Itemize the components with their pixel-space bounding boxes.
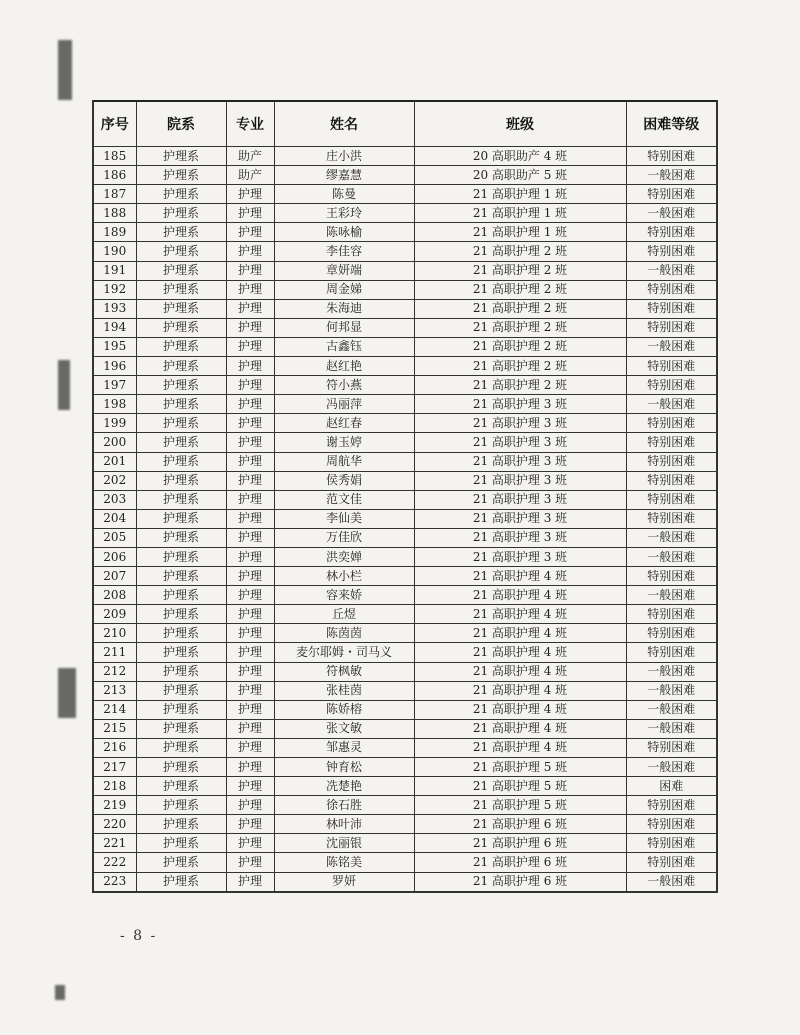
cell-major: 护理 [226, 738, 274, 757]
cell-index: 193 [93, 299, 136, 318]
cell-class: 20 高职助产 4 班 [414, 147, 626, 166]
cell-index: 216 [93, 738, 136, 757]
table-row [93, 147, 717, 166]
cell-name: 范文佳 [274, 490, 414, 509]
cell-name: 邹惠灵 [274, 738, 414, 757]
cell-class: 21 高职护理 2 班 [414, 299, 626, 318]
cell-index: 215 [93, 719, 136, 738]
cell-difficulty-level: 特别困难 [626, 376, 717, 395]
table-row [93, 204, 717, 223]
table-row [93, 624, 717, 643]
table-row [93, 318, 717, 337]
cell-major: 护理 [226, 605, 274, 624]
cell-name: 罗妍 [274, 872, 414, 892]
table-row [93, 719, 717, 738]
cell-index: 190 [93, 242, 136, 261]
cell-major: 护理 [226, 376, 274, 395]
cell-major: 护理 [226, 586, 274, 605]
cell-difficulty-level: 特别困难 [626, 796, 717, 815]
cell-class: 21 高职护理 4 班 [414, 567, 626, 586]
cell-name: 沈丽银 [274, 834, 414, 853]
cell-index: 199 [93, 414, 136, 433]
table-row [93, 509, 717, 528]
table-body [93, 147, 717, 892]
cell-class: 20 高职助产 5 班 [414, 166, 626, 185]
cell-department: 护理系 [136, 204, 226, 223]
cell-difficulty-level: 一般困难 [626, 758, 717, 777]
cell-name: 陈咏榆 [274, 223, 414, 242]
cell-department: 护理系 [136, 261, 226, 280]
cell-class: 21 高职护理 6 班 [414, 853, 626, 872]
cell-index: 191 [93, 261, 136, 280]
cell-class: 21 高职护理 6 班 [414, 872, 626, 892]
table-row [93, 433, 717, 452]
cell-major: 护理 [226, 337, 274, 356]
cell-major: 护理 [226, 452, 274, 471]
table-row [93, 796, 717, 815]
cell-major: 护理 [226, 624, 274, 643]
cell-major: 护理 [226, 643, 274, 662]
cell-difficulty-level: 特别困难 [626, 185, 717, 204]
cell-class: 21 高职护理 4 班 [414, 719, 626, 738]
cell-name: 赵红春 [274, 414, 414, 433]
cell-difficulty-level: 一般困难 [626, 719, 717, 738]
cell-difficulty-level: 一般困难 [626, 872, 717, 892]
scan-mark-mid-left [58, 360, 70, 410]
cell-name: 陈铭美 [274, 853, 414, 872]
cell-index: 217 [93, 758, 136, 777]
cell-class: 21 高职护理 2 班 [414, 261, 626, 280]
cell-difficulty-level: 特别困难 [626, 223, 717, 242]
cell-index: 188 [93, 204, 136, 223]
cell-major: 护理 [226, 414, 274, 433]
cell-name: 万佳欣 [274, 528, 414, 547]
cell-index: 218 [93, 777, 136, 796]
cell-department: 护理系 [136, 185, 226, 204]
table-row [93, 299, 717, 318]
cell-difficulty-level: 特别困难 [626, 299, 717, 318]
table-row [93, 567, 717, 586]
cell-class: 21 高职护理 4 班 [414, 643, 626, 662]
cell-name: 周航华 [274, 452, 414, 471]
cell-name: 林叶沛 [274, 815, 414, 834]
cell-difficulty-level: 特别困难 [626, 738, 717, 757]
header-major: 专业 [226, 101, 274, 147]
cell-class: 21 高职护理 3 班 [414, 490, 626, 509]
cell-name: 李仙美 [274, 509, 414, 528]
cell-major: 护理 [226, 509, 274, 528]
cell-class: 21 高职护理 3 班 [414, 433, 626, 452]
cell-major: 护理 [226, 796, 274, 815]
cell-index: 187 [93, 185, 136, 204]
cell-difficulty-level: 一般困难 [626, 204, 717, 223]
table-row [93, 586, 717, 605]
cell-department: 护理系 [136, 147, 226, 166]
scan-mark-bottom-left [55, 985, 65, 1000]
table-row [93, 471, 717, 490]
cell-name: 王彩玲 [274, 204, 414, 223]
cell-department: 护理系 [136, 662, 226, 681]
table-row [93, 853, 717, 872]
cell-index: 192 [93, 280, 136, 299]
header-class: 班级 [414, 101, 626, 147]
cell-department: 护理系 [136, 376, 226, 395]
scan-mark-top-left [58, 40, 72, 100]
cell-class: 21 高职护理 1 班 [414, 185, 626, 204]
table-row [93, 357, 717, 376]
cell-department: 护理系 [136, 834, 226, 853]
cell-difficulty-level: 特别困难 [626, 643, 717, 662]
cell-index: 220 [93, 815, 136, 834]
cell-name: 李佳容 [274, 242, 414, 261]
cell-index: 204 [93, 509, 136, 528]
cell-class: 21 高职护理 3 班 [414, 547, 626, 566]
table-row [93, 738, 717, 757]
cell-name: 谢玉婷 [274, 433, 414, 452]
cell-major: 护理 [226, 318, 274, 337]
table-row [93, 528, 717, 547]
cell-class: 21 高职护理 4 班 [414, 738, 626, 757]
cell-difficulty-level: 特别困难 [626, 509, 717, 528]
cell-class: 21 高职护理 3 班 [414, 452, 626, 471]
cell-difficulty-level: 一般困难 [626, 586, 717, 605]
cell-class: 21 高职护理 2 班 [414, 337, 626, 356]
cell-major: 助产 [226, 147, 274, 166]
cell-index: 195 [93, 337, 136, 356]
cell-class: 21 高职护理 6 班 [414, 834, 626, 853]
cell-department: 护理系 [136, 337, 226, 356]
table-row [93, 185, 717, 204]
scan-mark-lower-left [58, 668, 76, 718]
table-row [93, 872, 717, 892]
cell-index: 208 [93, 586, 136, 605]
page-number: - 8 - [120, 928, 158, 944]
cell-department: 护理系 [136, 318, 226, 337]
cell-class: 21 高职护理 2 班 [414, 242, 626, 261]
cell-department: 护理系 [136, 872, 226, 892]
cell-major: 护理 [226, 471, 274, 490]
table-row [93, 777, 717, 796]
cell-index: 210 [93, 624, 136, 643]
cell-index: 186 [93, 166, 136, 185]
cell-class: 21 高职护理 4 班 [414, 624, 626, 643]
cell-index: 196 [93, 357, 136, 376]
cell-difficulty-level: 一般困难 [626, 547, 717, 566]
table-row [93, 758, 717, 777]
cell-index: 212 [93, 662, 136, 681]
cell-department: 护理系 [136, 280, 226, 299]
cell-class: 21 高职护理 4 班 [414, 681, 626, 700]
cell-department: 护理系 [136, 414, 226, 433]
cell-department: 护理系 [136, 242, 226, 261]
cell-major: 护理 [226, 357, 274, 376]
cell-major: 护理 [226, 280, 274, 299]
cell-department: 护理系 [136, 547, 226, 566]
cell-difficulty-level: 一般困难 [626, 681, 717, 700]
cell-class: 21 高职护理 5 班 [414, 777, 626, 796]
cell-name: 章妍端 [274, 261, 414, 280]
cell-major: 护理 [226, 834, 274, 853]
cell-difficulty-level: 特别困难 [626, 242, 717, 261]
cell-difficulty-level: 特别困难 [626, 567, 717, 586]
table-row [93, 700, 717, 719]
cell-department: 护理系 [136, 738, 226, 757]
cell-class: 21 高职护理 3 班 [414, 395, 626, 414]
cell-major: 护理 [226, 204, 274, 223]
table-row [93, 662, 717, 681]
header-name: 姓名 [274, 101, 414, 147]
cell-name: 冼楚艳 [274, 777, 414, 796]
cell-index: 209 [93, 605, 136, 624]
cell-class: 21 高职护理 3 班 [414, 471, 626, 490]
table-row [93, 834, 717, 853]
cell-index: 214 [93, 700, 136, 719]
cell-department: 护理系 [136, 777, 226, 796]
cell-department: 护理系 [136, 758, 226, 777]
cell-major: 护理 [226, 700, 274, 719]
table-row [93, 337, 717, 356]
table-row [93, 395, 717, 414]
cell-difficulty-level: 特别困难 [626, 280, 717, 299]
cell-index: 211 [93, 643, 136, 662]
cell-major: 护理 [226, 681, 274, 700]
cell-index: 197 [93, 376, 136, 395]
cell-major: 护理 [226, 261, 274, 280]
cell-major: 助产 [226, 166, 274, 185]
cell-name: 何邦显 [274, 318, 414, 337]
cell-index: 222 [93, 853, 136, 872]
cell-name: 符枫敏 [274, 662, 414, 681]
cell-name: 麦尔耶姆・司马义 [274, 643, 414, 662]
table-row [93, 547, 717, 566]
table-row [93, 376, 717, 395]
cell-department: 护理系 [136, 700, 226, 719]
cell-difficulty-level: 困难 [626, 777, 717, 796]
table-row [93, 261, 717, 280]
cell-department: 护理系 [136, 223, 226, 242]
cell-department: 护理系 [136, 643, 226, 662]
cell-department: 护理系 [136, 452, 226, 471]
cell-department: 护理系 [136, 433, 226, 452]
cell-name: 钟育松 [274, 758, 414, 777]
cell-index: 203 [93, 490, 136, 509]
cell-class: 21 高职护理 2 班 [414, 376, 626, 395]
cell-department: 护理系 [136, 815, 226, 834]
cell-name: 陈茵茵 [274, 624, 414, 643]
cell-class: 21 高职护理 4 班 [414, 662, 626, 681]
cell-index: 189 [93, 223, 136, 242]
cell-name: 冯丽萍 [274, 395, 414, 414]
cell-class: 21 高职护理 2 班 [414, 318, 626, 337]
cell-class: 21 高职护理 4 班 [414, 586, 626, 605]
cell-index: 194 [93, 318, 136, 337]
cell-name: 古鑫钰 [274, 337, 414, 356]
cell-name: 符小燕 [274, 376, 414, 395]
cell-index: 200 [93, 433, 136, 452]
cell-class: 21 高职护理 3 班 [414, 414, 626, 433]
cell-department: 护理系 [136, 490, 226, 509]
cell-class: 21 高职护理 4 班 [414, 605, 626, 624]
table-header-row [93, 101, 717, 147]
cell-major: 护理 [226, 777, 274, 796]
cell-difficulty-level: 特别困难 [626, 318, 717, 337]
cell-index: 207 [93, 567, 136, 586]
cell-major: 护理 [226, 662, 274, 681]
cell-major: 护理 [226, 528, 274, 547]
cell-department: 护理系 [136, 853, 226, 872]
cell-index: 201 [93, 452, 136, 471]
cell-class: 21 高职护理 3 班 [414, 509, 626, 528]
cell-department: 护理系 [136, 719, 226, 738]
cell-department: 护理系 [136, 299, 226, 318]
cell-department: 护理系 [136, 528, 226, 547]
cell-department: 护理系 [136, 395, 226, 414]
header-department: 院系 [136, 101, 226, 147]
cell-department: 护理系 [136, 471, 226, 490]
cell-major: 护理 [226, 223, 274, 242]
table-row [93, 452, 717, 471]
cell-index: 206 [93, 547, 136, 566]
cell-difficulty-level: 特别困难 [626, 471, 717, 490]
cell-index: 205 [93, 528, 136, 547]
table-row [93, 223, 717, 242]
cell-index: 223 [93, 872, 136, 892]
cell-name: 林小栏 [274, 567, 414, 586]
cell-difficulty-level: 特别困难 [626, 414, 717, 433]
cell-class: 21 高职护理 4 班 [414, 700, 626, 719]
cell-major: 护理 [226, 853, 274, 872]
table-row [93, 681, 717, 700]
cell-difficulty-level: 特别困难 [626, 357, 717, 376]
cell-major: 护理 [226, 490, 274, 509]
cell-difficulty-level: 一般困难 [626, 395, 717, 414]
cell-name: 周金娣 [274, 280, 414, 299]
cell-department: 护理系 [136, 586, 226, 605]
cell-difficulty-level: 特别困难 [626, 624, 717, 643]
cell-name: 侯秀娟 [274, 471, 414, 490]
cell-name: 容来娇 [274, 586, 414, 605]
cell-difficulty-level: 特别困难 [626, 452, 717, 471]
cell-name: 张桂茵 [274, 681, 414, 700]
cell-name: 赵红艳 [274, 357, 414, 376]
cell-difficulty-level: 特别困难 [626, 853, 717, 872]
cell-class: 21 高职护理 1 班 [414, 204, 626, 223]
cell-class: 21 高职护理 1 班 [414, 223, 626, 242]
cell-difficulty-level: 特别困难 [626, 834, 717, 853]
table-row [93, 643, 717, 662]
table-row [93, 242, 717, 261]
table-row [93, 815, 717, 834]
cell-major: 护理 [226, 299, 274, 318]
cell-name: 陈曼 [274, 185, 414, 204]
cell-department: 护理系 [136, 681, 226, 700]
cell-difficulty-level: 特别困难 [626, 815, 717, 834]
table-row [93, 414, 717, 433]
cell-difficulty-level: 一般困难 [626, 528, 717, 547]
cell-index: 198 [93, 395, 136, 414]
cell-department: 护理系 [136, 624, 226, 643]
cell-name: 朱海迪 [274, 299, 414, 318]
cell-index: 202 [93, 471, 136, 490]
cell-index: 213 [93, 681, 136, 700]
cell-difficulty-level: 一般困难 [626, 700, 717, 719]
cell-index: 219 [93, 796, 136, 815]
cell-major: 护理 [226, 567, 274, 586]
cell-class: 21 高职护理 3 班 [414, 528, 626, 547]
cell-department: 护理系 [136, 796, 226, 815]
header-index: 序号 [93, 101, 136, 147]
cell-major: 护理 [226, 815, 274, 834]
cell-major: 护理 [226, 719, 274, 738]
cell-major: 护理 [226, 185, 274, 204]
cell-name: 丘煜 [274, 605, 414, 624]
cell-major: 护理 [226, 242, 274, 261]
table-row [93, 166, 717, 185]
cell-name: 徐石胜 [274, 796, 414, 815]
cell-name: 缪嘉慧 [274, 166, 414, 185]
cell-major: 护理 [226, 547, 274, 566]
cell-class: 21 高职护理 5 班 [414, 796, 626, 815]
cell-department: 护理系 [136, 509, 226, 528]
cell-name: 张文敏 [274, 719, 414, 738]
cell-major: 护理 [226, 758, 274, 777]
cell-index: 221 [93, 834, 136, 853]
cell-major: 护理 [226, 872, 274, 892]
table-row [93, 490, 717, 509]
cell-class: 21 高职护理 2 班 [414, 280, 626, 299]
table-row [93, 605, 717, 624]
cell-class: 21 高职护理 2 班 [414, 357, 626, 376]
cell-department: 护理系 [136, 357, 226, 376]
cell-difficulty-level: 一般困难 [626, 337, 717, 356]
cell-index: 185 [93, 147, 136, 166]
cell-difficulty-level: 一般困难 [626, 261, 717, 280]
cell-difficulty-level: 特别困难 [626, 433, 717, 452]
cell-name: 陈娇榕 [274, 700, 414, 719]
table-row [93, 280, 717, 299]
cell-major: 护理 [226, 433, 274, 452]
cell-major: 护理 [226, 395, 274, 414]
cell-class: 21 高职护理 5 班 [414, 758, 626, 777]
cell-name: 洪奕婵 [274, 547, 414, 566]
cell-difficulty-level: 特别困难 [626, 605, 717, 624]
cell-difficulty-level: 特别困难 [626, 147, 717, 166]
cell-class: 21 高职护理 6 班 [414, 815, 626, 834]
cell-difficulty-level: 特别困难 [626, 490, 717, 509]
header-difficulty-level: 困难等级 [626, 101, 717, 147]
cell-department: 护理系 [136, 166, 226, 185]
cell-difficulty-level: 一般困难 [626, 166, 717, 185]
cell-difficulty-level: 一般困难 [626, 662, 717, 681]
cell-department: 护理系 [136, 605, 226, 624]
student-difficulty-table [92, 100, 718, 893]
cell-department: 护理系 [136, 567, 226, 586]
cell-name: 庄小洪 [274, 147, 414, 166]
